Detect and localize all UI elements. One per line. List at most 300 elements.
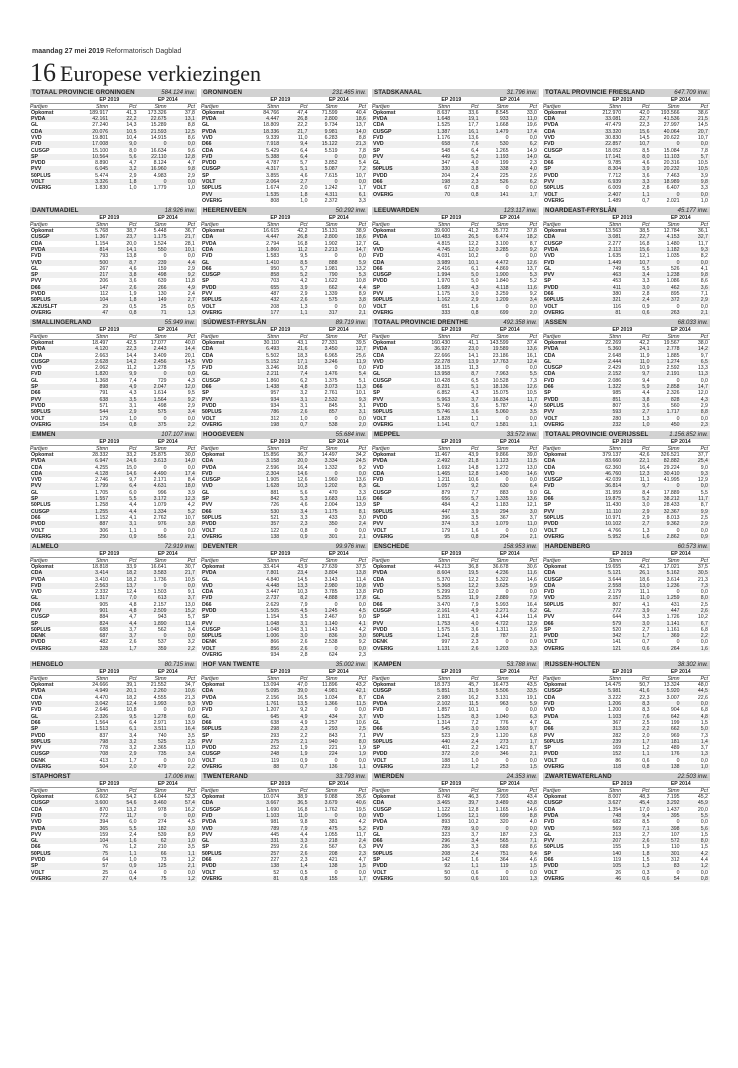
col-partijen: Partijen [372,445,390,451]
pct-2019: 3,3 [642,179,650,186]
votes-2019: 682 [612,819,622,826]
party-name: PVDA [202,694,217,701]
pct-2014: 9,7 [700,352,708,359]
table-body [543,452,710,540]
table-body [201,682,368,770]
pct-2014: 3,3 [358,197,366,204]
year-2014: EP 2014 [499,215,520,222]
pct-2019: 2,2 [471,745,479,752]
votes-2019: 154 [99,421,109,428]
col-partijen: Partijen [30,675,48,682]
party-name: CDA [544,458,556,465]
pct-2014: 9,8 [187,166,195,173]
table-row [372,764,539,770]
votes-2019: 275 [270,738,280,745]
pct-2014: 0,0 [529,253,537,260]
votes-2014: 0 [676,259,680,266]
party-name: SP [31,726,38,733]
pct-2019: 3,1 [129,402,137,409]
votes-2014: 0 [505,134,509,141]
votes-2019: 2.444 [608,358,622,365]
pct-2014: 3,3 [358,489,366,496]
pct-2014: 6,2 [529,607,537,614]
table-body [543,564,710,652]
col-pct-2019: Pct [642,557,650,563]
pct-2019: 10,8 [126,707,137,714]
votes-2014: 0 [334,869,338,876]
pct-2019: 1,2 [642,745,650,752]
pct-2019: 10,8 [297,365,308,372]
pct-2014: 2,5 [700,601,708,608]
party-name: 50PLUS [202,726,222,733]
votes-2019: 879 [441,489,451,496]
pct-2019: 26,8 [297,234,308,241]
party-name: SP [544,745,551,752]
pct-2014: 40,4 [355,109,366,116]
votes-2019: 5.749 [437,402,451,409]
votes-2019: 5.474 [95,172,109,179]
votes-2014: 7.993 [495,794,509,801]
table-body [30,110,197,192]
votes-2019: 687 [99,633,109,640]
pct-2014: 8,7 [529,745,537,752]
pct-2019: 42,2 [297,228,308,235]
table-body [372,682,539,770]
party-name: FVD [544,701,555,708]
votes-2019: 293 [270,732,280,739]
results-grid [30,89,710,882]
pct-2019: 38,7 [126,228,137,235]
block-header [372,319,539,327]
votes-2019: 62.360 [605,464,622,471]
pct-2014: 2,5 [358,726,366,733]
votes-2014: 2.800 [324,234,338,241]
pct-2014: 3,1 [358,402,366,409]
pct-2019: 0,7 [642,197,650,204]
votes-2019: 14.475 [605,682,622,689]
pct-2014: 10,5 [184,576,195,583]
pct-2014: 45,2 [697,794,708,801]
block-inhabitants: 647.709 inw. [674,89,708,96]
party-name: CDA [544,806,556,813]
pct-2019: 2,1 [300,738,308,745]
pct-2019: 5,0 [471,272,479,279]
pct-2019: 3,6 [471,402,479,409]
votes-2014: 0 [334,645,338,652]
votes-2014: 36.678 [492,563,509,570]
pct-2019: 3,1 [300,396,308,403]
votes-2014: 5.506 [495,688,509,695]
party-name: 50PLUS [544,601,564,608]
pct-2019: 0,8 [129,309,137,316]
pct-2019: 16,8 [639,240,650,247]
pct-2019: 42,2 [639,340,650,346]
pct-2014: 6,0 [187,713,195,720]
party-name: FVD [31,253,42,260]
votes-2014: 6.283 [324,134,338,141]
votes-2014: 699 [499,309,509,316]
votes-2014: 264 [670,645,680,652]
col-pct-2014: Pct [700,103,708,109]
pct-2014: 25,6 [355,352,366,359]
votes-2014: 3.785 [324,589,338,596]
pct-2014: 0,5 [187,303,195,310]
block-name: LEEUWARDEN [374,207,420,215]
year-2014: EP 2014 [499,439,520,446]
pct-2019: 33,6 [468,109,479,116]
votes-2014: 447 [670,607,680,614]
party-name: D66 [544,620,554,627]
table-row [372,192,539,198]
party-name: OVERIG [31,764,52,771]
votes-2014: 751 [499,850,509,857]
pct-2014: 9,9 [529,582,537,589]
votes-2014: 1.278 [153,713,167,720]
votes-2014: 0 [334,527,338,534]
pct-2014: 3,9 [700,172,708,179]
votes-2014: 369 [670,633,680,640]
pct-2019: 13,9 [468,358,479,365]
pct-2019: 36,5 [297,800,308,807]
votes-2019: 1.761 [266,701,280,708]
pct-2014: 0,0 [700,527,708,534]
votes-2019: 807 [612,601,622,608]
party-name: SP [31,863,38,870]
party-name: PVV [373,153,384,160]
party-name: VVD [31,365,42,372]
pct-2019: 3,7 [129,633,137,640]
pct-2014: 19,1 [526,694,537,701]
year-spacer [201,551,251,557]
votes-2014: 0 [163,633,167,640]
pct-2014: 16,4 [526,601,537,608]
votes-2019: 2.332 [95,589,109,596]
pct-2019: 0,9 [129,863,137,870]
pct-2019: 26,8 [297,116,308,123]
votes-2014: 0 [505,869,509,876]
votes-2019: 837 [99,732,109,739]
pct-2014: 15,2 [184,607,195,614]
pct-2019: 4,2 [300,278,308,285]
pct-2014: 7,2 [358,166,366,173]
col-stmn-2019: Stmn [609,557,622,563]
party-name: SP [202,732,209,739]
col-pct-2014: Pct [529,675,537,682]
col-pct-2019: Pct [642,103,650,109]
votes-2014: 2.538 [324,639,338,646]
municipality-block [201,89,368,204]
votes-2014: 1.668 [495,122,509,129]
pct-2014: 11,4 [527,614,537,621]
col-pct-2019: Pct [300,333,308,339]
pct-2019: 9,7 [129,477,137,484]
pct-2014: 11,7 [698,240,708,247]
votes-2019: 15.100 [92,147,109,154]
votes-2014: 210 [157,844,167,851]
votes-2014: 0 [676,589,680,596]
pct-2019: 2,8 [471,633,479,640]
pct-2019: 5,0 [471,278,479,285]
year-2014: EP 2014 [499,781,520,788]
year-2019: EP 2019 [612,97,633,103]
party-name: Opkomst [31,563,54,570]
pct-2014: 52,3 [184,794,195,801]
col-stmn-2019: Stmn [609,221,622,228]
votes-2019: 4.448 [266,582,280,589]
pct-2014: 3,0 [358,633,366,640]
votes-2014: 3.259 [495,291,509,298]
pct-2019: 43,9 [468,451,479,458]
col-stmn-2014: Stmn [496,103,509,109]
party-name: OVERIG [544,197,565,204]
votes-2014: 208 [328,850,338,857]
col-stmn-2019: Stmn [96,557,109,563]
votes-2019: 11.110 [606,508,622,515]
block-inhabitants: 492.358 inw. [503,320,537,327]
votes-2019: 6.602 [95,794,109,801]
pct-2019: 3,5 [129,396,137,403]
party-name: VOLT [31,527,45,534]
votes-2014: 538 [328,421,338,428]
pct-2014: 11,6 [356,496,366,503]
votes-2019: 33.081 [605,116,622,123]
pct-2014: 3,5 [187,844,195,851]
votes-2019: 2.596 [266,464,280,471]
block-inhabitants: 18.926 inw. [164,208,195,215]
party-name: CUSGP [373,377,392,384]
votes-2019: 28.332 [92,451,109,458]
pct-2019: 2,9 [471,297,479,304]
votes-2014: 0 [676,191,680,198]
pct-2019: 4,6 [300,172,308,179]
pct-2019: 38,9 [297,794,308,801]
pct-2019: 0,8 [471,309,479,316]
pct-2014: 18,0 [184,483,195,490]
col-partijen: Partijen [372,103,390,109]
votes-2014: 1.165 [495,806,509,813]
votes-2014: 1.480 [666,240,680,247]
pct-2014: 0,0 [529,757,537,764]
year-2014: EP 2014 [670,439,691,446]
pct-2014: 4,5 [187,819,195,826]
block-inhabitants: 24.353 inw. [506,774,537,781]
pct-2019: 6,2 [300,377,308,384]
pct-2014: 21,3 [697,576,708,583]
votes-2019: 39.600 [434,228,451,235]
pct-2014: 9,0 [700,464,708,471]
votes-2019: 1.317 [95,595,109,602]
pct-2014: 24,5 [355,458,366,465]
pct-2019: 0,9 [300,757,308,764]
votes-2014: 4.311 [324,191,338,198]
pct-2014: 11,7 [698,496,708,503]
votes-2019: 5.963 [437,396,451,403]
pct-2019: 0,7 [300,421,308,428]
pct-2019: 42,0 [639,109,650,116]
pct-2019: 8,2 [300,595,308,602]
pct-2014: 0,0 [358,365,366,372]
pct-2019: 1,6 [129,838,137,845]
block-inhabitants: 35.002 inw. [335,662,366,669]
col-partijen: Partijen [30,221,48,228]
pct-2014: 13,0 [526,464,537,471]
pct-2019: 2,4 [471,172,479,179]
votes-2014: 434 [328,713,338,720]
party-name: JEZUSLFT [31,303,58,310]
pct-2019: 13,8 [126,253,137,260]
party-name: 50PLUS [544,514,564,521]
votes-2019: 36.927 [434,346,451,353]
col-pct-2019: Pct [129,557,137,563]
block-header [543,207,710,215]
pct-2014: 3,4 [187,751,195,758]
votes-2014: 0 [505,707,509,714]
votes-2019: 76 [102,844,109,851]
party-name: SP [373,857,380,864]
pct-2014: 37,8 [526,228,537,235]
votes-2019: 26 [615,869,622,876]
pct-2019: 1,8 [300,191,308,198]
party-name: PVDD [202,607,217,614]
votes-2019: 20.076 [92,128,109,135]
party-name: FVD [544,589,555,596]
block-inhabitants: 33.572 inw. [506,432,537,438]
pct-2019: 20,1 [126,688,137,695]
year-2019: EP 2019 [270,669,291,676]
party-name: VVD [202,582,213,589]
votes-2014: 0 [334,179,338,186]
votes-2014: 15.131 [321,228,338,235]
block-name: HEERENVEEN [203,207,247,215]
col-pct-2019: Pct [129,675,137,682]
votes-2014: 1.339 [324,291,338,298]
votes-2014: 22.110 [151,153,167,160]
table-body [201,110,368,204]
votes-2014: 35.772 [492,228,509,235]
pct-2014: 9,3 [700,246,708,253]
votes-2019: 86 [615,757,622,764]
col-pct-2019: Pct [642,675,650,682]
pct-2014: 38,0 [697,340,708,346]
pct-2014: 13,6 [526,346,537,353]
votes-2019: 1.255 [95,508,109,515]
votes-2019: 19.655 [605,563,622,570]
votes-2014: 537 [157,639,167,646]
pct-2019: 2,4 [129,831,137,838]
col-partijen: Partijen [201,445,219,451]
votes-2014: 1.311 [495,626,509,633]
votes-2014: 1.175 [324,508,338,515]
pct-2014: 0,0 [187,757,195,764]
pct-2019: 7,2 [471,719,479,726]
party-name: FVD [202,470,213,477]
col-partijen: Partijen [543,787,561,794]
votes-2014: 8.545 [495,109,509,116]
votes-2019: 1.258 [95,502,109,509]
pct-2014: 3,7 [187,595,195,602]
pct-2014: 7,1 [700,291,708,298]
party-name: PVV [202,291,213,298]
party-name: DENK [31,757,46,764]
party-name: FVD [544,819,555,826]
pct-2019: 4,6 [642,160,650,167]
votes-2019: 5.952 [608,533,622,540]
pct-2014: 11,3 [356,384,366,391]
block-name: SÚDWEST-FRYSLÂN [203,319,267,327]
party-name: VVD [31,819,42,826]
pct-2019: 2,3 [471,639,479,646]
votes-2014: 3.334 [324,458,338,465]
col-stmn-2014: Stmn [667,445,680,451]
pct-2019: 0,8 [300,527,308,534]
votes-2019: 981 [270,819,280,826]
party-name: SP [544,278,551,285]
votes-2014: 4.153 [666,234,680,241]
votes-2019: 298 [270,726,280,733]
votes-2014: 4.631 [153,483,167,490]
pct-2014: 16,4 [184,726,195,733]
votes-2014: 71.599 [321,109,338,116]
pct-2014: 12,9 [526,620,537,627]
votes-2014: 0 [163,869,167,876]
votes-2019: 571 [99,402,109,409]
pct-2014: 13,0 [184,601,195,608]
col-stmn-2014: Stmn [154,787,167,794]
pct-2014: 11,5 [356,701,366,708]
votes-2019: 5.255 [437,595,451,602]
pct-2019: 0,8 [471,191,479,198]
party-name: PVDD [373,751,388,758]
pct-2019: 48,3 [639,794,650,801]
col-stmn-2019: Stmn [609,675,622,682]
year-2019: EP 2019 [612,439,633,446]
party-name: CDA [544,234,556,241]
pct-2019: 36,8 [468,563,479,570]
pct-2014: 9,2 [187,272,195,279]
votes-2014: 462 [670,284,680,291]
pct-2019: 0,4 [129,869,137,876]
party-name: 50PLUS [202,185,222,192]
votes-2019: 27.240 [92,122,109,129]
year-spacer [372,781,422,787]
col-pct-2019: Pct [471,445,479,451]
party-name: PVDD [31,639,46,646]
party-name: CUSGP [544,576,563,583]
col-pct-2019: Pct [129,787,137,794]
votes-2019: 31.959 [605,489,622,496]
pct-2014: 9,2 [358,464,366,471]
votes-2014: 138 [670,764,680,771]
pct-2014: 16,1 [526,352,537,359]
votes-2019: 5.152 [266,358,280,365]
pct-2014: 1,6 [700,645,708,652]
party-name: D66 [373,496,383,503]
pct-2019: 1,9 [300,745,308,752]
votes-2014: 22.675 [150,116,167,123]
pct-2019: 45,7 [468,682,479,689]
pct-2019: 5,2 [471,153,479,160]
pct-2019: 3,1 [129,521,137,528]
votes-2019: 104 [99,838,109,845]
pct-2014: 35,6 [355,794,366,801]
votes-2014: 20.316 [663,160,680,167]
party-name: D66 [373,265,383,272]
pct-2019: 16,8 [297,806,308,813]
votes-2019: 1.674 [266,185,280,192]
party-name: D66 [202,384,212,391]
year-spacer [30,669,80,675]
pct-2014: 2,1 [358,309,366,316]
